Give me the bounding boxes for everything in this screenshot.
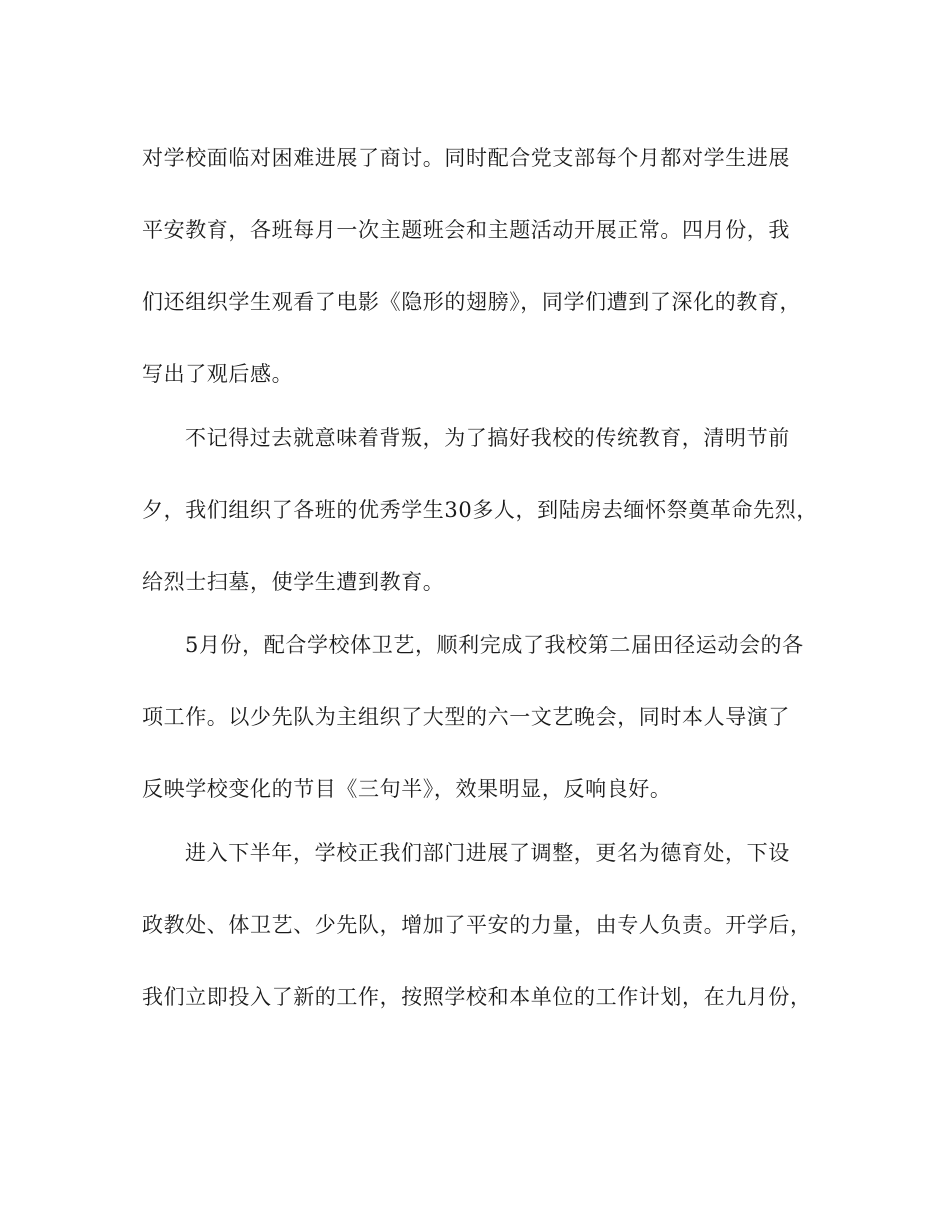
text-line: 平安教育，各班每月一次主题班会和主题活动开展正常。四月份，我	[142, 218, 790, 242]
text-line: 写出了观后感。	[142, 362, 294, 386]
paragraph-first-line: 5月份，配合学校体卫艺，顺利完成了我校第二届田径运动会的各	[185, 633, 804, 657]
text-line: 项工作。以少先队为主组织了大型的六一文艺晚会，同时本人导演了	[142, 705, 790, 729]
text-line: 夕，我们组织了各班的优秀学生30多人，到陆房去缅怀祭奠革命先烈，	[142, 498, 818, 522]
text-line: 对学校面临对困难进展了商讨。同时配合党支部每个月都对学生进展	[142, 146, 790, 170]
text-line: 反映学校变化的节目《三句半》，效果明显，反响良好。	[142, 777, 672, 801]
paragraph-first-line: 不记得过去就意味着背叛，为了搞好我校的传统教育，清明节前	[185, 426, 790, 450]
paragraph-first-line: 进入下半年，学校正我们部门进展了调整，更名为德育处，下设	[185, 841, 790, 865]
text-line: 我们立即投入了新的工作，按照学校和本单位的工作计划，在九月份，	[142, 985, 812, 1009]
text-line: 政教处、体卫艺、少先队，增加了平安的力量，由专人负责。开学后，	[142, 913, 812, 937]
text-line: 们还组织学生观看了电影《隐形的翅膀》，同学们遭到了深化的教育，	[142, 290, 802, 314]
text-line: 给烈士扫墓，使学生遭到教育。	[142, 570, 445, 594]
